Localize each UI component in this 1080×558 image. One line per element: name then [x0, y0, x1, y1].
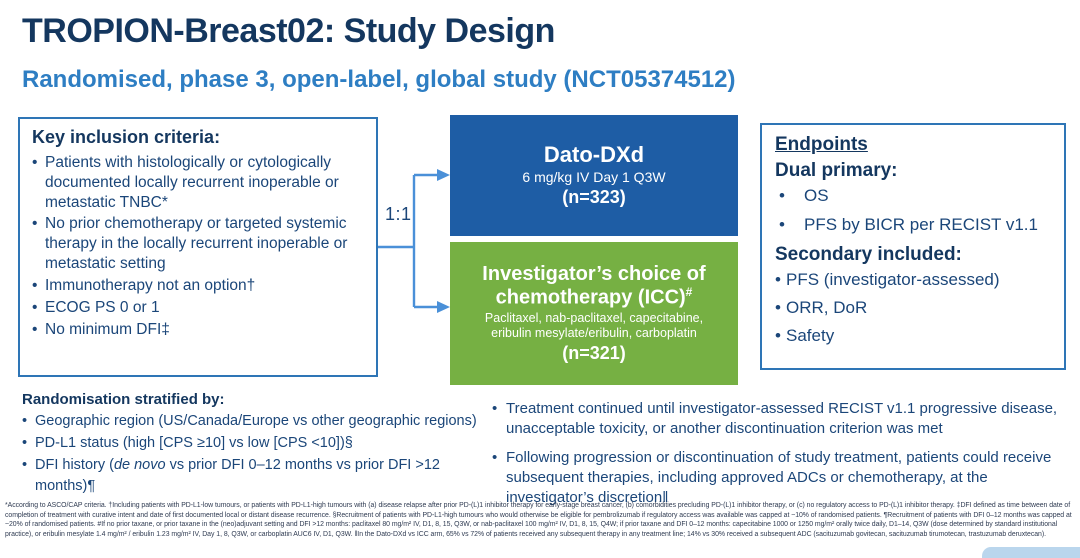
corner-decoration	[982, 547, 1080, 558]
dfi-de-novo: de novo	[113, 456, 166, 473]
treatment-notes-section	[492, 399, 1074, 516]
inclusion-bullet: • No prior chemotherapy or targeted systemic therapy in the locally recurrent inoperable or metastatic setting	[32, 214, 366, 273]
footnotes: *According to ASCO/CAP criteria. †Including patients with PD-L1-low tumours, or patients with PD-L1-high tumours with (a) disease relapse after prior PD-(L)1 inhibitor therapy for early-stage breast cancer, (b) comorbidities precluding PD-(L)1 inhibitor therapy, or (c) no regulatory access to PD-(L)1 inhibitor therapy. ‡DFI defined as time between date of completion of treatment with curative intent and date of first documented local or distant disease recurrence. §Recruitment of patients with PD-L1-high tumours who would otherwise be eligible for pembrolizumab if regulatory access was available was capped at ~10% of randomised patients. ¶Recruitment of patients with DFI 0–12 months was capped at ~20% of randomised patients. #If no prior taxane, or prior taxane in the (neo)adjuvant setting and DFI >12 months: paclitaxel 80 mg/m² IV, D1, 8, 15, Q3W, or nab-paclitaxel 100 mg/m² IV, D1, 8, 15, Q4W; if prior taxane and DFI 0–12 months: capecitabine 1000 or 1250 mg/m² orally twice daily, D1–14, Q3W (dose determined by standard institutional practice), or eribulin mesylate 1.4 mg/m² / eribulin 1.23 mg/m² IV, Day 1, 8, Q3W, or carboplatin AUC6 IV, D1, Q3W. ‖In the Dato-DXd vs ICC arm, 65% vs 72% of patients received any subsequent therapy in any treatment line; 14% vs 30% received a subsequent ADC (sacituzumab govitecan, sacituzumab tirumotecan, trastuzumab deruxtecan).	[5, 502, 1072, 538]
inclusion-bullet: • Immunotherapy not an option†	[32, 276, 366, 296]
inclusion-bullet: • ECOG PS 0 or 1	[32, 298, 366, 318]
page-subtitle: Randomised, phase 3, open-label, global study (NCT05374512)	[22, 66, 736, 93]
endpoint-item: • OS	[775, 186, 1054, 206]
randomisation-ratio-label: 1:1	[385, 204, 412, 224]
inclusion-criteria-heading: Key inclusion criteria:	[32, 127, 221, 147]
icc-arm-box	[450, 242, 738, 385]
dato-dxd-arm-box	[450, 115, 738, 236]
dato-arm-n: (n=323)	[562, 187, 626, 208]
endpoints-box	[760, 123, 1066, 370]
endpoints-heading: Endpoints	[775, 134, 868, 155]
icc-arm-name	[450, 263, 738, 308]
stratification-bullet: • Geographic region (US/Canada/Europe vs other geographic regions)	[22, 411, 487, 433]
treatment-note: • Treatment continued until investigator-assessed RECIST v1.1 progressive disease, unacceptable toxicity, or another discontinuation criterion was met	[492, 399, 1074, 440]
icc-arm-n: (n=321)	[562, 342, 626, 363]
endpoint-item: • PFS by BICR per RECIST v1.1	[775, 215, 1054, 235]
icc-arm-name-text: Investigator’s choice of chemotherapy (ICC)	[482, 263, 706, 309]
endpoint-item: • PFS (investigator-assessed)	[775, 270, 1054, 290]
stratification-heading: Randomisation stratified by:	[22, 391, 225, 408]
stratification-section	[22, 391, 487, 498]
page-title: TROPION-Breast02: Study Design	[22, 12, 555, 50]
inclusion-criteria-box	[18, 117, 378, 377]
icc-footnote-marker: #	[685, 284, 693, 299]
inclusion-bullet: • Patients with histologically or cytologically documented locally recurrent inoperable or metastatic TNBC*	[32, 153, 366, 212]
inclusion-bullet: • No minimum DFI‡	[32, 320, 366, 340]
dato-arm-name: Dato-DXd	[543, 141, 645, 167]
dato-arm-dose: 6 mg/kg IV Day 1 Q3W	[522, 169, 666, 186]
secondary-label: Secondary included:	[775, 244, 962, 265]
stratification-bullet: • PD-L1 status (high [CPS ≥10] vs low [CPS <10])§	[22, 433, 487, 455]
dfi-suffix: vs prior DFI 0–12 months vs prior DFI >12 months)¶	[35, 456, 440, 495]
icc-drug-list: Paclitaxel, nab-paclitaxel, capecitabine, eribulin mesylate/eribulin, carboplatin	[484, 310, 704, 340]
endpoint-item: • ORR, DoR	[775, 298, 1054, 318]
treatment-note: • Following progression or discontinuation of study treatment, patients could receive subsequent therapies, including approved ADCs or chemotherapy, at the investigator’s discretion‖	[492, 448, 1074, 509]
dfi-prefix: DFI history (	[35, 456, 114, 473]
stratification-bullet-dfi	[22, 455, 487, 499]
endpoint-item: • Safety	[775, 326, 1054, 346]
dual-primary-label: Dual primary:	[775, 160, 898, 181]
